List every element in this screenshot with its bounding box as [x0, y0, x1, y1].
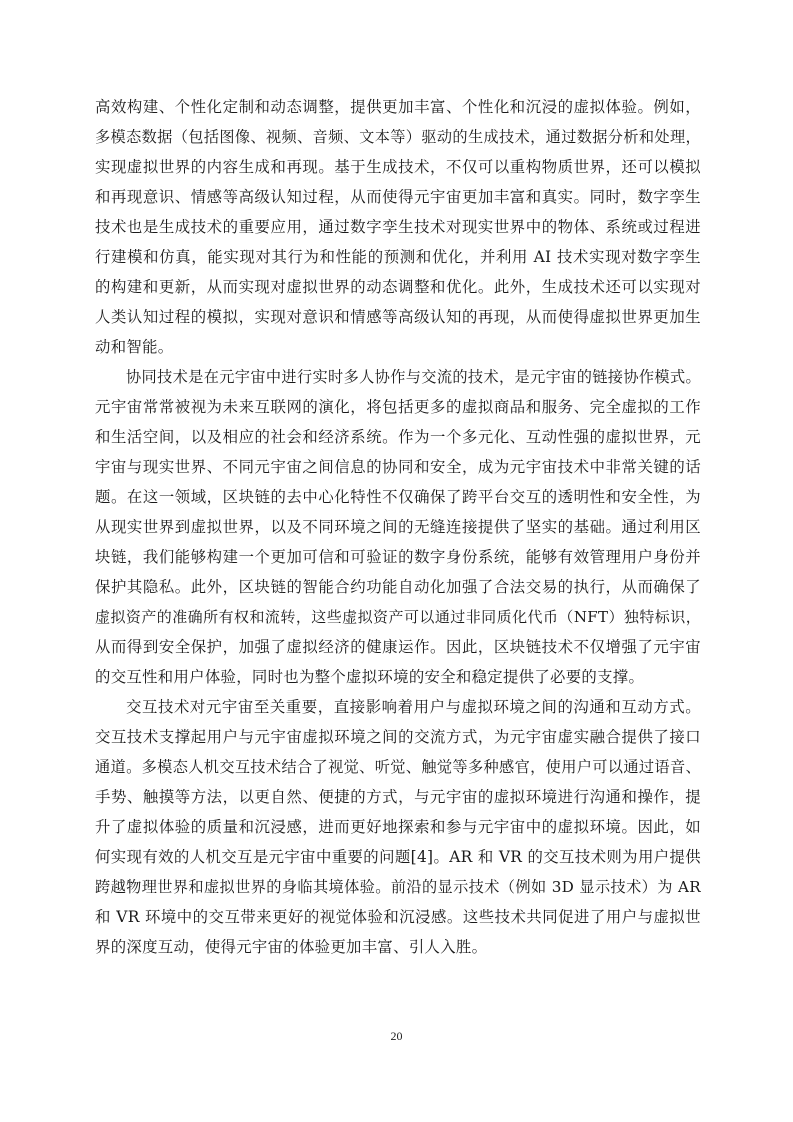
text-line: 从现实世界到虚拟世界，以及不同环境之间的无缝连接提供了坚实的基础。通过利用区 — [95, 518, 701, 536]
paragraph — [95, 362, 701, 692]
text-line: 虚拟资产的准确所有权和流转，这些虚拟资产可以通过非同质化代币（NFT）独特标识， — [95, 608, 701, 626]
text-line: 保护其隐私。此外，区块链的智能合约功能自动化加强了合法交易的执行，从而确保了 — [95, 578, 701, 596]
body-text — [95, 92, 701, 962]
text-line: 交互技术对元宇宙至关重要，直接影响着用户与虚拟环境之间的沟通和互动方式。 — [126, 698, 701, 716]
text-line: 何实现有效的人机交互是元宇宙中重要的问题[4]。AR 和 VR 的交互技术则为用户提供 — [95, 848, 701, 866]
text-line: 块链，我们能够构建一个更加可信和可验证的数字身份系统，能够有效管理用户身份并 — [95, 548, 701, 566]
text-line: 实现虚拟世界的内容生成和再现。基于生成技术，不仅可以重构物质世界，还可以模拟 — [95, 158, 701, 176]
text-line: 动和智能。 — [95, 338, 174, 356]
text-line: 界的深度互动，使得元宇宙的体验更加丰富、引人入胜。 — [95, 938, 488, 956]
text-line: 多模态数据（包括图像、视频、音频、文本等）驱动的生成技术，通过数据分析和处理， — [95, 128, 701, 146]
text-line: 人类认知过程的模拟，实现对意识和情感等高级认知的再现，从而使得虚拟世界更加生 — [95, 308, 701, 326]
text-line: 升了虚拟体验的质量和沉浸感，进而更好地探索和参与元宇宙中的虚拟环境。因此，如 — [95, 818, 701, 836]
text-line: 和生活空间，以及相应的社会和经济系统。作为一个多元化、互动性强的虚拟世界，元 — [95, 428, 701, 446]
text-line: 的交互性和用户体验，同时也为整个虚拟环境的安全和稳定提供了必要的支撑。 — [95, 668, 645, 686]
text-line: 元宇宙常常被视为未来互联网的演化，将包括更多的虚拟商品和服务、完全虚拟的工作 — [95, 398, 701, 416]
text-line: 手势、触摸等方法，以更自然、便捷的方式，与元宇宙的虚拟环境进行沟通和操作，提 — [95, 788, 701, 806]
text-line: 通道。多模态人机交互技术结合了视觉、听觉、触觉等多种感官，使用户可以通过语音、 — [95, 758, 701, 776]
text-line: 宇宙与现实世界、不同元宇宙之间信息的协同和安全，成为元宇宙技术中非常关键的话 — [95, 458, 701, 476]
text-line: 题。在这一领域，区块链的去中心化特性不仅确保了跨平台交互的透明性和安全性，为 — [95, 488, 701, 506]
text-line: 协同技术是在元宇宙中进行实时多人协作与交流的技术，是元宇宙的链接协作模式。 — [126, 368, 701, 386]
paragraph — [95, 692, 701, 962]
text-line: 技术也是生成技术的重要应用，通过数字孪生技术对现实世界中的物体、系统或过程进 — [95, 218, 701, 236]
text-line: 跨越物理世界和虚拟世界的身临其境体验。前沿的显示技术（例如 3D 显示技术）为 AR — [95, 878, 701, 896]
page-number: 20 — [390, 1029, 403, 1043]
paragraph — [95, 92, 701, 362]
text-line: 从而得到安全保护，加强了虚拟经济的健康运作。因此，区块链技术不仅增强了元宇宙 — [95, 638, 701, 656]
text-line: 和再现意识、情感等高级认知过程，从而使得元宇宙更加丰富和真实。同时，数字孪生 — [95, 188, 701, 206]
text-line: 的构建和更新，从而实现对虚拟世界的动态调整和优化。此外，生成技术还可以实现对 — [95, 278, 701, 296]
text-line: 和 VR 环境中的交互带来更好的视觉体验和沉浸感。这些技术共同促进了用户与虚拟世 — [95, 908, 701, 926]
text-line: 高效构建、个性化定制和动态调整，提供更加丰富、个性化和沉浸的虚拟体验。例如， — [95, 98, 701, 116]
text-line: 交互技术支撑起用户与元宇宙虚拟环境之间的交流方式，为元宇宙虚实融合提供了接口 — [95, 728, 701, 746]
text-line: 行建模和仿真，能实现对其行为和性能的预测和优化，并利用 AI 技术实现对数字孪生 — [95, 248, 701, 266]
